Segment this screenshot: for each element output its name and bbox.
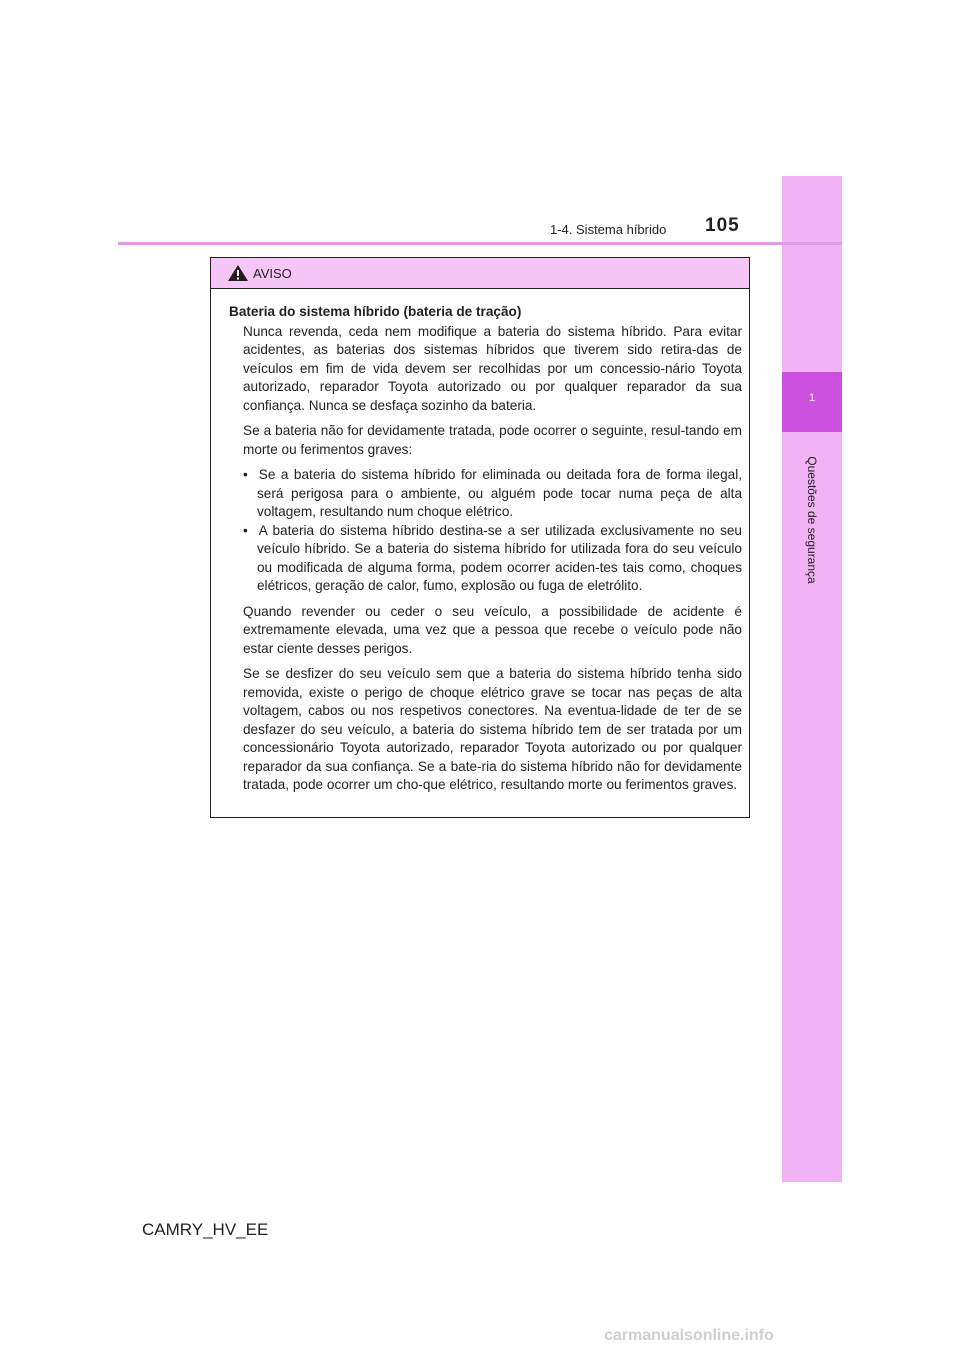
warning-paragraph: Se se desfizer do seu veículo sem que a bateria do sistema híbrido tenha sido removida, existe o perigo de choque elétrico grave se tocar nas peças de alta voltagem, cabos ou nos respetivos conectores. Na eventua-lidade de ter de se desfazer do seu veículo, a bateria do sistema híbrido tem de ser tratada por um concessionário Toyota autorizado, reparador Toyota autorizado ou por qualquer reparador da sua confiança. Se a bate-ria do sistema híbrido não for devidamente tratada, pode ocorrer um cho-que elétrico, resultando morte ou ferimentos graves.: [243, 666, 742, 792]
warning-heading: Bateria do sistema híbrido (bateria de tração): [229, 304, 522, 319]
warning-label: AVISO: [253, 265, 292, 281]
warning-bullet: • Se a bateria do sistema híbrido for eliminada ou deitada fora de forma ilegal, será perigosa para o ambiente, ou alguém pode tocar numa peça de alta voltagem, resultando num choque elétrico.: [243, 467, 742, 519]
chapter-title: Questões de segurança: [805, 456, 819, 584]
warning-bullet-text: A bateria do sistema híbrido destina-se a ser utilizada exclusivamente no seu veículo híbrido. Se a bateria do sistema híbrido for utilizada fora do seu veículo ou modificada de alguma forma, podem ocorrer aciden-tes tais como, choques elétricos, geração de calor, fumo, explosão ou fuga de eletrólito.: [257, 522, 742, 593]
warning-bullet: • A bateria do sistema híbrido destina-se a ser utilizada exclusivamente no seu veículo híbrido. Se a bateria do sistema híbrido for utilizada fora do seu veículo ou modificada de alguma forma, podem ocorrer aciden-tes tais como, choques elétricos, geração de calor, fumo, explosão ou fuga de eletrólito.: [243, 522, 742, 593]
watermark: carmanualsonline.info: [604, 1327, 774, 1344]
warning-triangle-icon: [227, 264, 249, 282]
warning-bullet-text: Se a bateria do sistema híbrido for eliminada ou deitada fora de forma ilegal, será perigosa para o ambiente, ou alguém pode tocar numa peça de alta voltagem, resultando num choque elétrico.: [257, 467, 742, 519]
section-title: 1-4. Sistema híbrido: [550, 222, 667, 237]
page-number: 105: [705, 215, 740, 236]
chapter-number: 1: [808, 392, 816, 404]
warning-paragraph: Se a bateria não for devidamente tratada, pode ocorrer o seguinte, resul-tando em morte ou ferimentos graves:: [243, 423, 742, 457]
footer-model-code: CAMRY_HV_EE: [142, 1220, 269, 1239]
warning-box: [210, 257, 750, 818]
header-divider: [118, 242, 842, 245]
chapter-side-tab: [782, 176, 842, 1182]
warning-header: [211, 258, 749, 289]
warning-body: [211, 289, 749, 795]
warning-paragraph: Nunca revenda, ceda nem modifique a bateria do sistema híbrido. Para evitar acidentes, as baterias dos sistemas híbridos que tiverem sido retira-das de veículos em fim de vida devem ser recolhidas por um concessio-nário Toyota autorizado, reparador Toyota autorizado ou por qualquer reparador da sua confiança. Nunca se desfaça sozinho da bateria.: [243, 323, 742, 413]
warning-paragraph: Quando revender ou ceder o seu veículo, a possibilidade de acidente é extremamente elevada, uma vez que a pessoa que recebe o veículo pode não estar ciente desses perigos.: [243, 603, 742, 656]
